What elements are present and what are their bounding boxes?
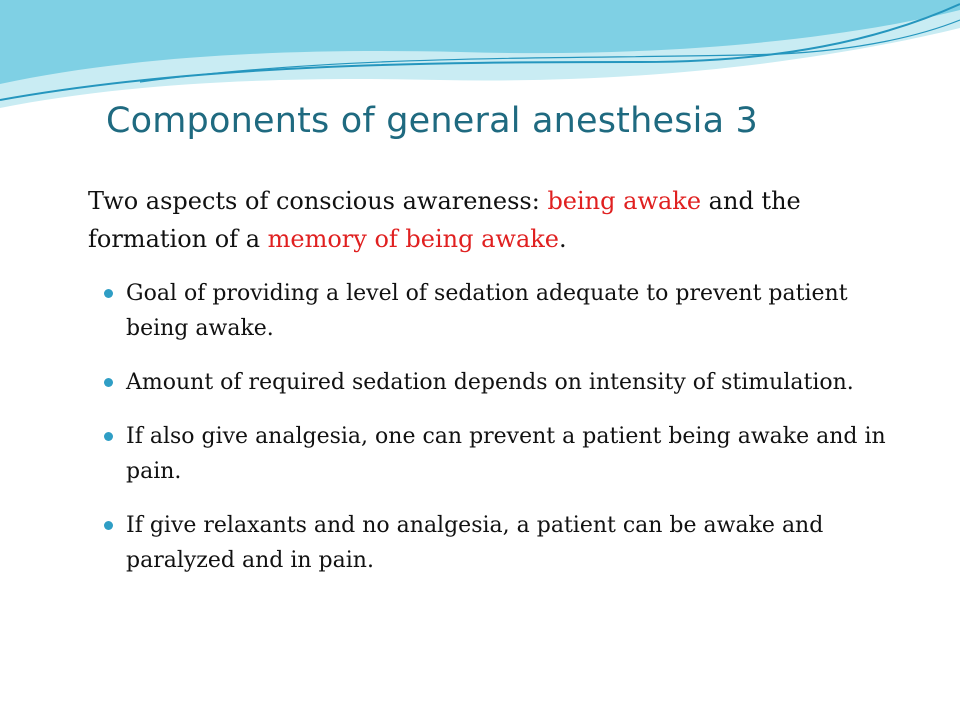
bullet-text: If give relaxants and no analgesia, a patient can be awake and paralyzed and in pain.	[126, 513, 824, 573]
bullet-dot-icon	[104, 521, 113, 530]
bullet-text: If also give analgesia, one can prevent a patient being awake and in pain.	[126, 424, 886, 484]
slide-title: Components of general anesthesia 3	[106, 101, 759, 141]
intro-highlight-memory: memory of being awake	[267, 225, 560, 253]
bullet-text: Amount of required sedation depends on intensity of stimulation.	[126, 370, 854, 395]
bullet-text: Goal of providing a level of sedation adequate to prevent patient being awake.	[126, 281, 848, 341]
bullet-item	[104, 365, 924, 400]
bullet-dot-icon	[104, 378, 113, 387]
bullet-dot-icon	[104, 289, 113, 298]
intro-text-3: .	[559, 225, 567, 253]
bullet-item	[104, 276, 924, 346]
bullet-item	[104, 508, 924, 578]
intro-highlight-being-awake: being awake	[547, 187, 702, 215]
bullet-dot-icon	[104, 432, 113, 441]
bullet-item	[104, 419, 924, 489]
intro-text-1: Two aspects of conscious awareness:	[88, 187, 548, 215]
bullet-list	[104, 276, 924, 597]
intro-text-2: and the formation of a	[88, 187, 801, 253]
intro-paragraph	[88, 182, 908, 258]
